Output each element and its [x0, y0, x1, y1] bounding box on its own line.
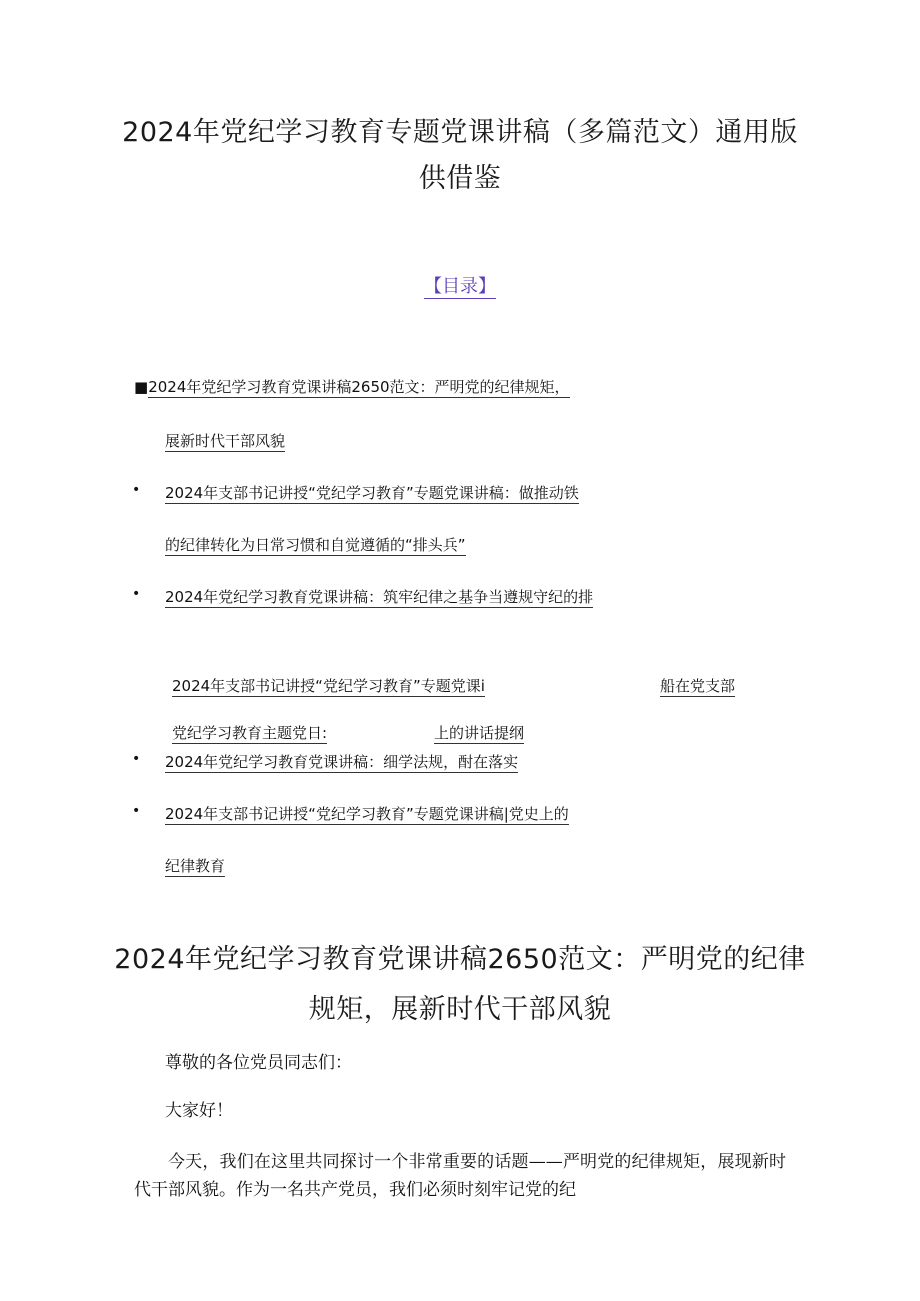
toc-item-text[interactable]: 展新时代干部风貌	[165, 432, 286, 450]
toc-item-text[interactable]: 2024年支部书记讲授“党纪学习教育”专题党课讲稿|党史上的	[165, 805, 569, 823]
toc-item[interactable]	[165, 751, 518, 772]
document-title: 2024年党纪学习教育专题党课讲稿（多篇范文）通用版供借鉴	[122, 117, 798, 194]
salutation: 大家好！	[165, 1101, 233, 1121]
toc-bullet: •	[132, 751, 141, 767]
toc-item-fragment[interactable]	[172, 675, 485, 696]
toc-item[interactable]	[165, 803, 569, 824]
body-paragraph: 今天，我们在这里共同探讨一个非常重要的话题——严明党的纪律规矩，展现新时代干部风貌。作为一名共产党员，我们必须时刻牢记党的纪	[134, 1152, 786, 1200]
toc-item[interactable]	[165, 482, 579, 503]
toc-bullet: •	[132, 803, 141, 819]
toc-item-continued[interactable]	[165, 855, 225, 876]
toc-item[interactable]	[134, 376, 570, 397]
toc-item-text[interactable]: 党纪学习教育主题党日:	[172, 724, 328, 742]
toc-item-fragment[interactable]	[172, 722, 327, 743]
toc-item-fragment[interactable]	[434, 722, 524, 743]
toc-item-text[interactable]: 船在党支部	[660, 677, 736, 695]
toc-item-text[interactable]: 2024年支部书记讲授“党纪学习教育”专题党课讲稿：做推动铁	[165, 484, 579, 502]
toc-item-text[interactable]: 上的讲话提纲	[434, 724, 525, 742]
toc-item[interactable]	[165, 586, 593, 607]
toc-item-text[interactable]: 纪律教育	[165, 857, 226, 875]
toc-bullet: •	[132, 586, 141, 602]
toc-bullet-square: ■	[134, 378, 149, 396]
toc-heading	[0, 272, 920, 298]
greeting: 尊敬的各位党员同志们：	[165, 1053, 352, 1073]
toc-bullet: •	[132, 482, 141, 498]
toc-item-continued[interactable]	[165, 534, 466, 555]
toc-item-text[interactable]: 2024年党纪学习教育党课讲稿：筑牢纪律之基争当遵规守纪的排	[165, 588, 594, 606]
toc-heading-link[interactable]: 【目录】	[424, 276, 496, 297]
toc-item-continued[interactable]	[165, 430, 285, 451]
toc-item-fragment[interactable]	[660, 675, 735, 696]
toc-item-text[interactable]: 2024年党纪学习教育党课讲稿：细学法规，酎在落实	[165, 753, 519, 771]
toc-item-text[interactable]: 2024年党纪学习教育党课讲稿2650范文：严明党的纪律规矩，	[148, 378, 570, 396]
toc-item-text[interactable]: 的纪律转化为日常习惯和自觉遵循的“排头兵”	[165, 536, 466, 554]
section-title: 2024年党纪学习教育党课讲稿2650范文：严明党的纪律规矩，展新时代干部风貌	[114, 944, 806, 1025]
toc-item-text[interactable]: 2024年支部书记讲授“党纪学习教育”专题党课i	[172, 677, 485, 695]
